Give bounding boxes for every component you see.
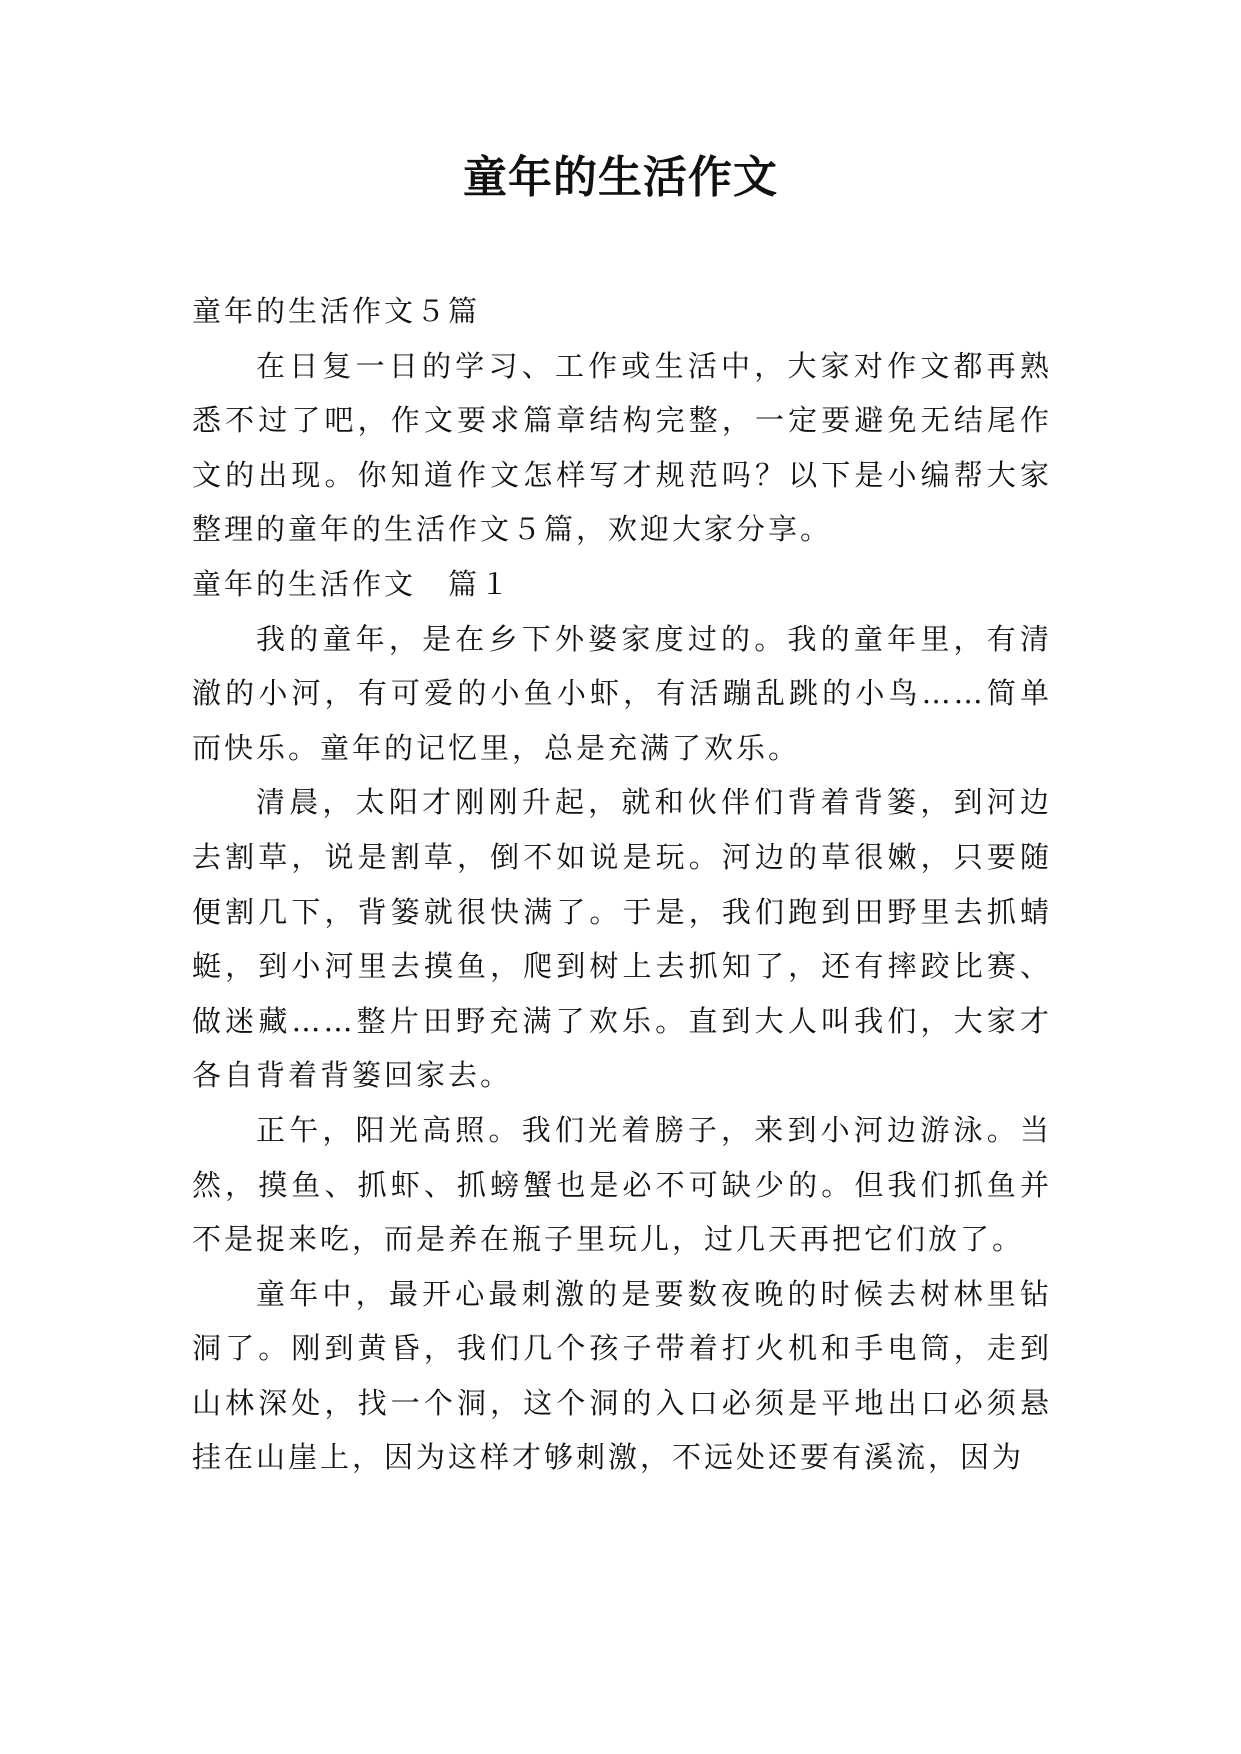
body-paragraph: 清晨，太阳才刚刚升起，就和伙伴们背着背篓，到河边去割草，说是割草，倒不如说是玩。河边的草很嫩，只要随便割几下，背篓就很快满了。于是，我们跑到田野里去抓蜻蜓，到小河里去摸鱼，爬到树上去抓知了，还有摔跤比赛、做迷藏……整片田野充满了欢乐。直到大人叫我们，大家才各自背着背篓回家去。 (192, 785, 1052, 1093)
subtitle-paragraph: 童年的生活作文５篇 (192, 294, 481, 328)
body-paragraph: 正午，阳光高照。我们光着膀子，来到小河边游泳。当然，摸鱼、抓虾、抓螃蟹也是必不可缺少的。但我们抓鱼并不是捉来吃，而是养在瓶子里玩儿，过几天再把它们放了。 (192, 1112, 1052, 1257)
body-paragraph: 我的童年，是在乡下外婆家度过的。我的童年里，有清澈的小河，有可爱的小鱼小虾，有活蹦乱跳的小鸟……简单而快乐。童年的记忆里，总是充满了欢乐。 (192, 621, 1052, 765)
body-paragraph: 童年中，最开心最刺激的是要数夜晚的时候去树林里钻洞了。刚到黄昏，我们几个孩子带着打火机和手电筒，走到山林深处，找一个洞，这个洞的入口必须是平地出口必须悬挂在山崖上，因为这样才够刺激，不远处还要有溪流，因为 (192, 1276, 1052, 1475)
document-title: 童年的生活作文 (463, 152, 778, 203)
document-body (192, 284, 1052, 1485)
section-heading: 童年的生活作文 篇１ (192, 566, 513, 601)
intro-paragraph: 在日复一日的学习、工作或生活中，大家对作文都再熟悉不过了吧，作文要求篇章结构完整，一定要避免无结尾作文的出现。你知道作文怎样写才规范吗？以下是小编帮大家整理的童年的生活作文５篇，欢迎大家分享。 (192, 348, 1052, 547)
